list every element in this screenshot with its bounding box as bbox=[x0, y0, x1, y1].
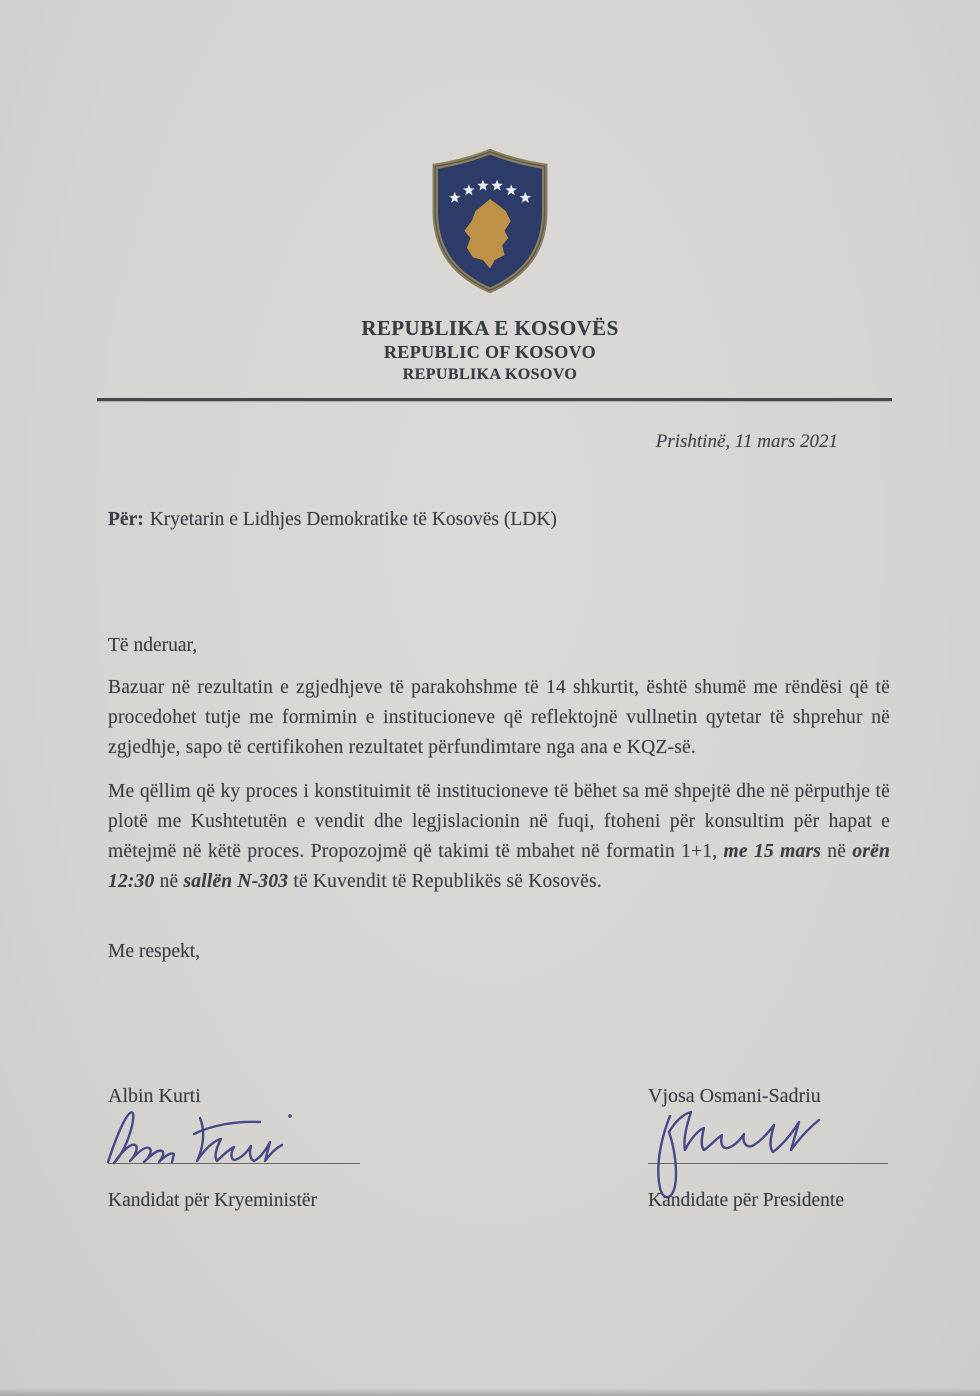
signature-area bbox=[108, 1108, 360, 1164]
state-title-albanian: REPUBLIKA E KOSOVËS bbox=[361, 316, 619, 340]
recipient-line bbox=[108, 509, 890, 531]
signer-name: Albin Kurti bbox=[108, 1085, 201, 1107]
letterhead-divider bbox=[97, 398, 892, 401]
salutation: Të nderuar, bbox=[108, 635, 198, 656]
letterhead bbox=[0, 148, 980, 385]
paragraph-2: Me qëllim që ky proces i konstituimit të institucioneve të bëhet sa më shpejtë dhe në përputhje të plotë me Kushtetutën e vendit dhe legjislacionin në fuqi, ftoheni për konsultim për hapat e mëtejmë në këtë proces. Propozojmë që takimi të mbahet në formatin 1+1, me 15 mars në orën 12:30 në sallën N-303 të Kuvendit të Republikës së Kosovës. bbox=[108, 781, 890, 892]
letter-body bbox=[0, 509, 980, 963]
recipient-label: Për: bbox=[108, 509, 144, 530]
signature-block-albin-kurti bbox=[108, 1085, 360, 1212]
signature-block-vjosa-osmani bbox=[648, 1085, 888, 1212]
paragraph-1: Bazuar në rezultatin e zgjedhjeve të parakohshme të 14 shkurtit, është shumë me rëndësi që të procedohet tutje me formimin e institucioneve që reflektojnë vullnetin qytetar të shprehur në zgjedhje, sapo të certifikohen rezultatet përfundimtare nga ana e KQZ-së. bbox=[108, 677, 890, 758]
state-title-serbian: REPUBLIKA KOSOVO bbox=[402, 366, 578, 383]
signer-title: Kandidat për Kryeministër bbox=[108, 1190, 318, 1211]
dateline: Prishtinë, 11 mars 2021 bbox=[655, 431, 838, 452]
signature-line bbox=[108, 1163, 360, 1164]
signer-title: Kandidate për Presidente bbox=[648, 1190, 845, 1211]
signature-section bbox=[0, 1085, 980, 1212]
closing-line: Me respekt, bbox=[108, 941, 201, 962]
kosovo-coat-of-arms-icon bbox=[429, 148, 551, 294]
state-title-english: REPUBLIC OF KOSOVO bbox=[383, 342, 597, 362]
signature-line bbox=[648, 1163, 888, 1164]
recipient-text: Kryetarin e Lidhjes Demokratike të Kosovës (LDK) bbox=[149, 509, 557, 530]
signature-area bbox=[648, 1108, 888, 1164]
signer-name: Vjosa Osmani-Sadriu bbox=[648, 1085, 821, 1107]
